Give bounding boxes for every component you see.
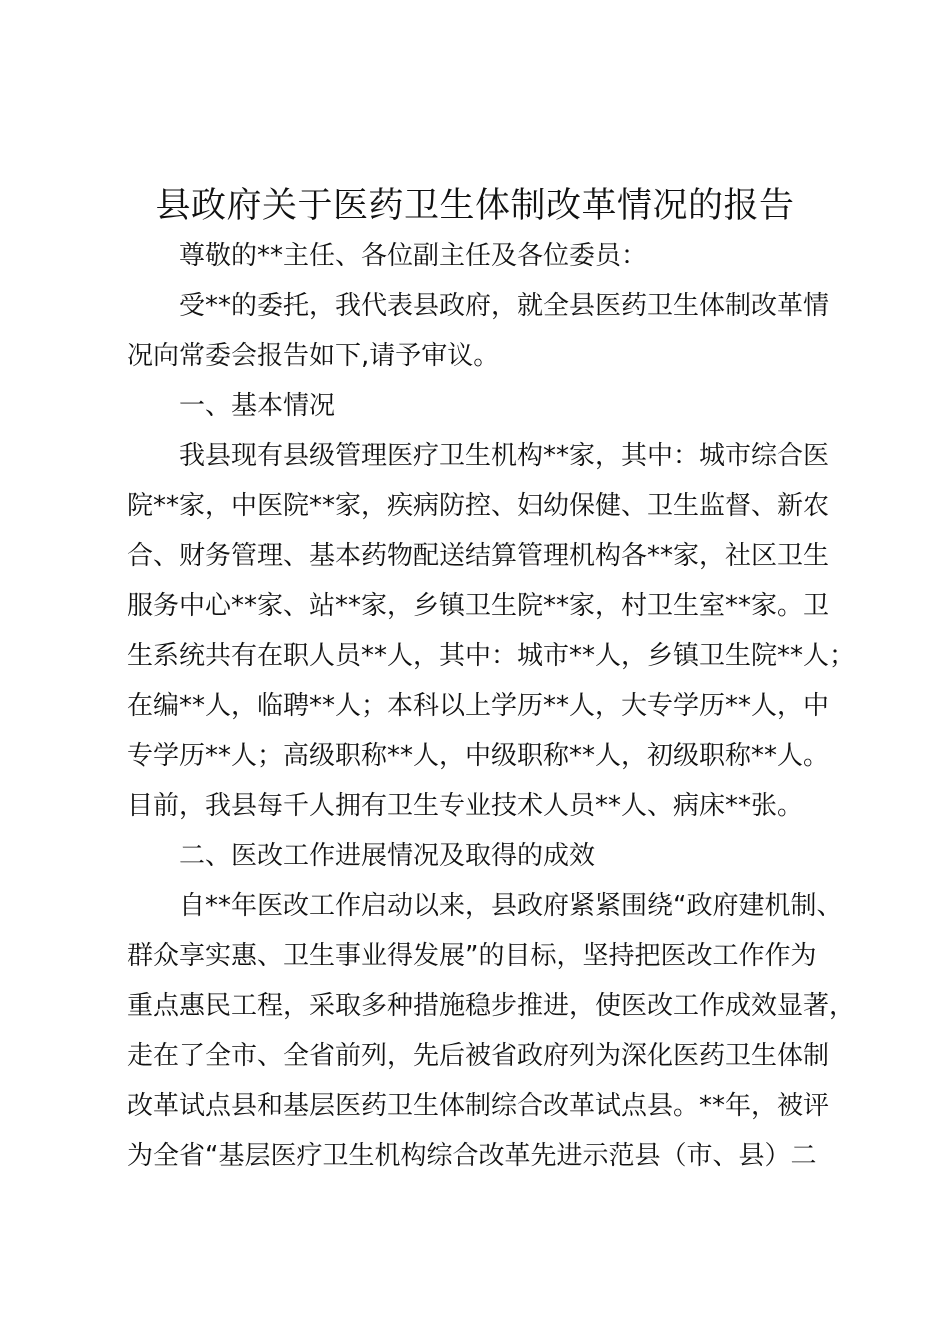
section2-line: 重点惠民工程，采取多种措施稳步推进，使医改工作成效显著， [127, 991, 856, 1021]
section-heading-2: 二、医改工作进展情况及取得的成效 [179, 841, 596, 871]
section1-line: 生系统共有在职人员**人，其中：城市**人，乡镇卫生院**人； [127, 641, 856, 671]
section2-line: 改革试点县和基层医药卫生体制综合改革试点县。**年，被评 [127, 1091, 830, 1121]
section1-line: 合、财务管理、基本药物配送结算管理机构各**家，社区卫生 [127, 541, 830, 571]
section2-line: 为全省“基层医疗卫生机构综合改革先进示范县（市、县）二 [127, 1141, 817, 1171]
document-body [127, 231, 856, 1181]
section1-line: 院**家，中医院**家，疾病防控、妇幼保健、卫生监督、新农 [127, 491, 830, 521]
section2-line: 群众享实惠、卫生事业得发展”的目标，坚持把医改工作作为 [127, 941, 817, 971]
document-title: 县政府关于医药卫生体制改革情况的报告 [155, 186, 795, 226]
section1-line: 服务中心**家、站**家，乡镇卫生院**家，村卫生室**家。卫 [127, 591, 830, 621]
section1-line: 目前，我县每千人拥有卫生专业技术人员**人、病床**张。 [127, 791, 804, 821]
section2-line: 走在了全市、全省前列，先后被省政府列为深化医药卫生体制 [127, 1041, 830, 1071]
intro-line-2: 况向常委会报告如下,请予审议。 [127, 341, 500, 371]
section1-line: 专学历**人；高级职称**人，中级职称**人，初级职称**人。 [127, 741, 830, 771]
section1-line: 我县现有县级管理医疗卫生机构**家，其中：城市综合医 [179, 441, 830, 471]
salutation: 尊敬的**主任、各位副主任及各位委员： [179, 241, 648, 271]
intro-line-1: 受**的委托，我代表县政府，就全县医药卫生体制改革情 [179, 291, 830, 321]
section1-line: 在编**人，临聘**人；本科以上学历**人，大专学历**人，中 [127, 691, 830, 721]
section2-line: 自**年医改工作启动以来，县政府紧紧围绕“政府建机制、 [179, 891, 843, 921]
section-heading-1: 一、基本情况 [179, 391, 336, 421]
